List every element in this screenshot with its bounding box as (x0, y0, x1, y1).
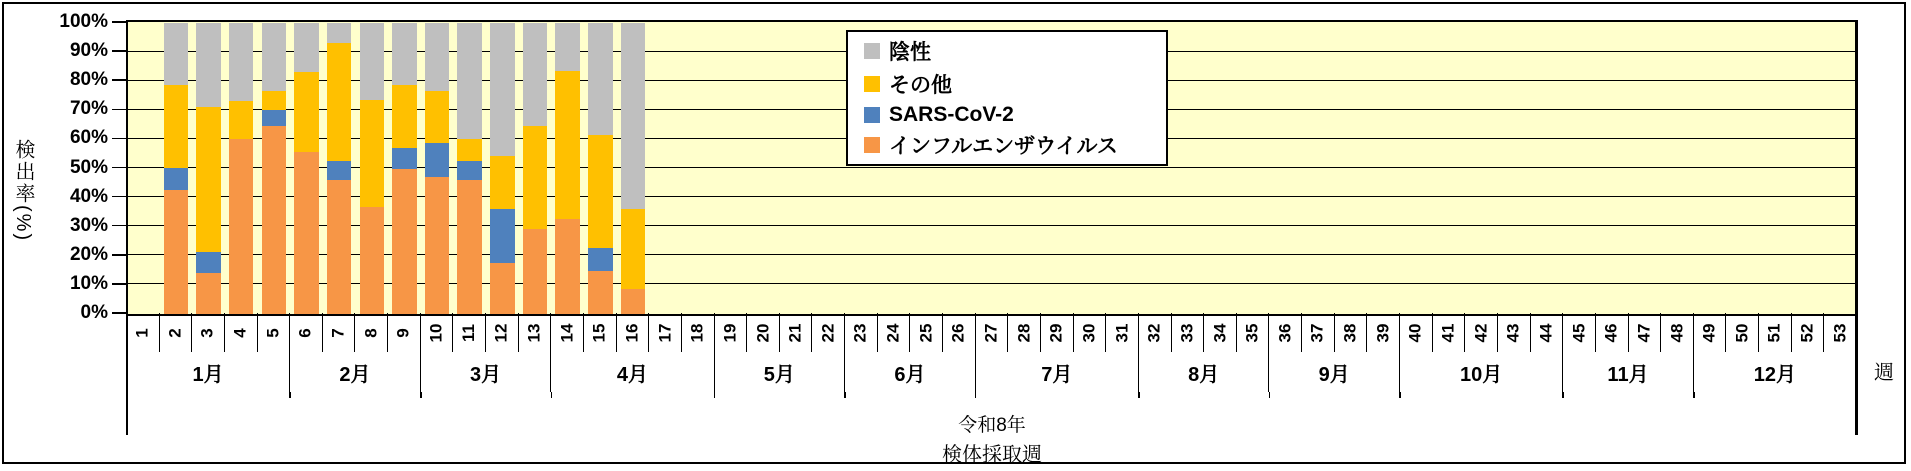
week-label-cell (355, 313, 388, 352)
bar-segment-other (294, 72, 319, 152)
month-label: 12月 (1753, 363, 1796, 386)
week-label-cell (1563, 313, 1596, 352)
week-label-cell (1139, 313, 1172, 352)
legend-item (864, 69, 1166, 99)
bar-segment-influenza (229, 139, 254, 314)
y-axis-tick-label: 10% (69, 272, 108, 294)
legend (846, 30, 1168, 166)
gridline (127, 167, 1857, 168)
week-label: 35 (1242, 323, 1262, 342)
bar-segment-sars-cov-2 (196, 252, 221, 272)
week-label-row (127, 313, 1857, 352)
bar-segment-negative (262, 23, 287, 91)
week-label: 32 (1144, 323, 1164, 342)
bar-segment-other (425, 91, 450, 143)
bar-segment-negative (621, 23, 646, 209)
week-label-cell (1694, 313, 1727, 352)
month-cell (1400, 352, 1563, 392)
week-label: 21 (785, 323, 805, 342)
week-label: 10 (426, 323, 446, 342)
week-label-cell (225, 313, 258, 352)
week-label: 23 (850, 323, 870, 342)
week-label: 52 (1797, 323, 1817, 342)
bar-segment-sars-cov-2 (327, 161, 352, 180)
week-label: 26 (948, 323, 968, 342)
week-label-cell (617, 313, 650, 352)
week-label: 2 (165, 327, 185, 338)
week-label-cell (845, 313, 878, 352)
month-label: 4月 (616, 363, 648, 386)
week-label: 42 (1471, 323, 1491, 342)
bar-segment-negative (490, 23, 515, 157)
week-label: 9 (393, 327, 413, 338)
week-label: 30 (1079, 323, 1099, 342)
week-label-cell (1498, 313, 1531, 352)
y-axis-tick-label: 40% (69, 185, 108, 207)
week-label: 33 (1177, 323, 1197, 342)
week-label-cell (1041, 313, 1074, 352)
week-label: 14 (557, 323, 577, 342)
week-label-cell (388, 313, 421, 352)
week-label-cell (1792, 313, 1825, 352)
week-label-cell (682, 313, 715, 352)
y-axis-title: 検出率(%) (12, 138, 34, 243)
week-label: 17 (655, 323, 675, 342)
bar-segment-influenza (164, 190, 189, 314)
week-label-cell (780, 313, 813, 352)
month-label: 1月 (192, 363, 224, 386)
bar-segment-negative (164, 23, 189, 86)
week-label: 36 (1275, 323, 1295, 342)
month-boundary-tick (1562, 392, 1564, 398)
month-boundary-tick (551, 392, 553, 398)
legend-swatch-3 (864, 137, 880, 153)
month-boundary-tick (1693, 392, 1695, 398)
bar-segment-influenza (425, 177, 450, 314)
month-cell (1269, 352, 1400, 392)
legend-item (864, 130, 1166, 160)
week-label: 8 (361, 327, 381, 338)
bar-segment-negative (392, 23, 417, 86)
legend-item (864, 103, 1166, 127)
bar-segment-influenza (294, 152, 319, 314)
y-axis-tick-label: 70% (69, 98, 108, 120)
week-label-cell (1269, 313, 1302, 352)
week-label-cell (1596, 313, 1629, 352)
bar-segment-sars-cov-2 (164, 168, 189, 190)
month-label: 2月 (339, 363, 371, 386)
week-label-cell (551, 313, 584, 352)
month-cell (551, 352, 714, 392)
month-cell (1139, 352, 1270, 392)
week-label: 1 (132, 327, 152, 338)
week-label: 50 (1732, 323, 1752, 342)
week-label: 12 (491, 323, 511, 342)
y-axis-tick-label: 90% (69, 40, 108, 62)
legend-item (864, 36, 1166, 66)
y-axis-tick-label: 80% (69, 69, 108, 91)
week-label-cell (1172, 313, 1205, 352)
bar-segment-other (196, 107, 221, 253)
week-label-cell (1302, 313, 1335, 352)
month-boundary-tick (420, 392, 422, 398)
bar-segment-other (360, 100, 385, 208)
bar-segment-negative (588, 23, 613, 135)
week-label: 41 (1438, 323, 1458, 342)
bar-segment-influenza (360, 207, 385, 313)
legend-swatch-sars-cov-2 (864, 107, 880, 123)
month-label: 5月 (763, 363, 795, 386)
y-axis-tick-label: 100% (59, 11, 108, 32)
week-label: 53 (1830, 323, 1850, 342)
week-label: 46 (1601, 323, 1621, 342)
month-cell (421, 352, 552, 392)
week-label: 40 (1405, 323, 1425, 342)
legend-label: その他 (889, 74, 952, 98)
week-label-cell (258, 313, 291, 352)
bar-segment-negative (457, 23, 482, 139)
bar-segment-sars-cov-2 (588, 248, 613, 271)
legend-swatch-0 (864, 43, 880, 59)
week-label-cell (192, 313, 225, 352)
bar-segment-other (262, 91, 287, 110)
week-label-cell (486, 313, 519, 352)
month-boundary-tick (975, 392, 977, 398)
month-boundary-tick (289, 392, 291, 398)
week-label-cell (878, 313, 911, 352)
bar-segment-sars-cov-2 (425, 143, 450, 176)
week-label: 4 (230, 327, 250, 338)
bar-segment-negative (294, 23, 319, 72)
month-cell (1694, 352, 1857, 392)
bar-segment-sars-cov-2 (490, 209, 515, 263)
month-boundary-tick (1399, 392, 1401, 398)
month-cell (845, 352, 976, 392)
week-label: 7 (328, 327, 348, 338)
y-axis-tick-label: 0% (80, 302, 108, 323)
week-label: 3 (198, 327, 218, 338)
week-label: 49 (1699, 323, 1719, 342)
month-boundary-tick (1138, 392, 1140, 398)
week-label: 24 (883, 323, 903, 342)
month-label: 7月 (1041, 363, 1073, 386)
week-label-cell (715, 313, 748, 352)
week-label: 45 (1569, 323, 1589, 342)
bar-segment-influenza (588, 271, 613, 313)
week-label-cell (1629, 313, 1662, 352)
week-label: 11 (459, 323, 479, 342)
month-boundary-tick (844, 392, 846, 398)
month-label: 8月 (1188, 363, 1220, 386)
week-label-cell (421, 313, 454, 352)
gridline (127, 196, 1857, 197)
gridline (127, 283, 1857, 284)
bar-segment-other (490, 156, 515, 208)
y-axis-tick-label: 30% (69, 214, 108, 236)
week-label: 31 (1112, 323, 1132, 342)
bar-segment-influenza (457, 180, 482, 314)
month-label: 6月 (894, 363, 926, 386)
bar-segment-influenza (555, 219, 580, 314)
bar-segment-other (457, 139, 482, 161)
legend-label: インフルエンザウイルス (889, 135, 1118, 159)
bar-segment-negative (327, 23, 352, 43)
week-label-cell (1824, 313, 1857, 352)
week-unit-label: 週 (1874, 362, 1894, 384)
week-label: 13 (524, 323, 544, 342)
gridline (127, 225, 1857, 226)
bar-segment-other (327, 43, 352, 161)
week-label-cell (1237, 313, 1270, 352)
week-label: 48 (1666, 323, 1686, 342)
week-label-cell (910, 313, 943, 352)
week-label-cell (976, 313, 1009, 352)
week-label-cell (1465, 313, 1498, 352)
week-label: 43 (1503, 323, 1523, 342)
week-label-cell (1661, 313, 1694, 352)
week-label: 28 (1014, 323, 1034, 342)
week-label-cell (1726, 313, 1759, 352)
month-label: 9月 (1318, 363, 1350, 386)
week-label: 51 (1764, 323, 1784, 342)
week-label-cell (290, 313, 323, 352)
week-label-cell (812, 313, 845, 352)
week-label: 27 (981, 323, 1001, 342)
y-axis-tick-label: 60% (69, 127, 108, 149)
week-label: 25 (916, 323, 936, 342)
week-label: 19 (720, 323, 740, 342)
week-label-cell (1074, 313, 1107, 352)
x-axis-title: 検体採取週 (942, 444, 1042, 466)
bar-segment-other (555, 71, 580, 219)
bar-segment-influenza (523, 229, 548, 313)
bar-segment-negative (523, 23, 548, 126)
legend-label: SARS-CoV-2 (889, 102, 1014, 126)
gridline (127, 254, 1857, 255)
bar-segment-negative (196, 23, 221, 107)
bar-segment-other (164, 85, 189, 168)
week-label-cell (453, 313, 486, 352)
week-label-cell (943, 313, 976, 352)
y-axis-tick-label: 20% (69, 243, 108, 265)
legend-swatch-1 (864, 76, 880, 92)
week-label: 47 (1634, 323, 1654, 342)
week-label: 16 (622, 323, 642, 342)
bar-segment-negative (360, 23, 385, 100)
week-label-cell (584, 313, 617, 352)
week-label-cell (323, 313, 356, 352)
week-label: 6 (296, 327, 316, 338)
bar-segment-other (621, 209, 646, 289)
week-label-cell (1008, 313, 1041, 352)
legend-label: 陰性 (889, 40, 931, 64)
week-label-cell (1335, 313, 1368, 352)
bar-segment-influenza (392, 169, 417, 313)
week-label: 44 (1536, 323, 1556, 342)
week-label-cell (1759, 313, 1792, 352)
bar-segment-negative (425, 23, 450, 91)
bar-segment-influenza (621, 289, 646, 314)
bar-segment-other (588, 135, 613, 248)
week-label-cell (1106, 313, 1139, 352)
month-label-row (127, 352, 1857, 392)
bar-segment-other (229, 101, 254, 139)
week-label-cell (649, 313, 682, 352)
week-label: 22 (818, 323, 838, 342)
week-label-cell (160, 313, 193, 352)
bar-segment-influenza (327, 180, 352, 314)
bar-segment-influenza (262, 126, 287, 314)
bar-segment-influenza (490, 263, 515, 314)
week-label-cell (1433, 313, 1466, 352)
week-label-cell (1204, 313, 1237, 352)
bar-segment-sars-cov-2 (457, 161, 482, 180)
month-label: 10月 (1459, 363, 1503, 386)
month-boundary-tick (714, 392, 716, 398)
bar-segment-other (523, 126, 548, 229)
week-label-cell (1400, 313, 1433, 352)
week-label: 39 (1373, 323, 1393, 342)
month-cell (976, 352, 1139, 392)
month-cell (1563, 352, 1694, 392)
month-cell (127, 352, 290, 392)
week-label: 15 (589, 323, 609, 342)
bar-segment-sars-cov-2 (392, 148, 417, 170)
month-cell (715, 352, 846, 392)
y-axis-tick-label: 50% (69, 156, 108, 178)
bar-segment-negative (555, 23, 580, 71)
week-label: 34 (1209, 323, 1229, 342)
week-label: 38 (1340, 323, 1360, 342)
week-label-cell (127, 313, 160, 352)
year-label: 令和8年 (958, 415, 1026, 436)
week-label-cell (1531, 313, 1564, 352)
bar-segment-other (392, 85, 417, 148)
month-label: 3月 (469, 363, 502, 386)
week-label: 20 (753, 323, 773, 342)
week-label: 37 (1307, 323, 1327, 342)
week-label-cell (519, 313, 552, 352)
bar-segment-influenza (196, 273, 221, 314)
month-boundary-tick (1269, 392, 1271, 398)
week-label: 29 (1046, 323, 1066, 342)
bar-segment-negative (229, 23, 254, 102)
week-label: 5 (263, 327, 283, 338)
week-label-cell (747, 313, 780, 352)
month-cell (290, 352, 421, 392)
month-label: 11月 (1607, 363, 1649, 386)
week-label: 18 (687, 323, 707, 342)
week-label-cell (1367, 313, 1400, 352)
bar-segment-sars-cov-2 (262, 110, 287, 126)
